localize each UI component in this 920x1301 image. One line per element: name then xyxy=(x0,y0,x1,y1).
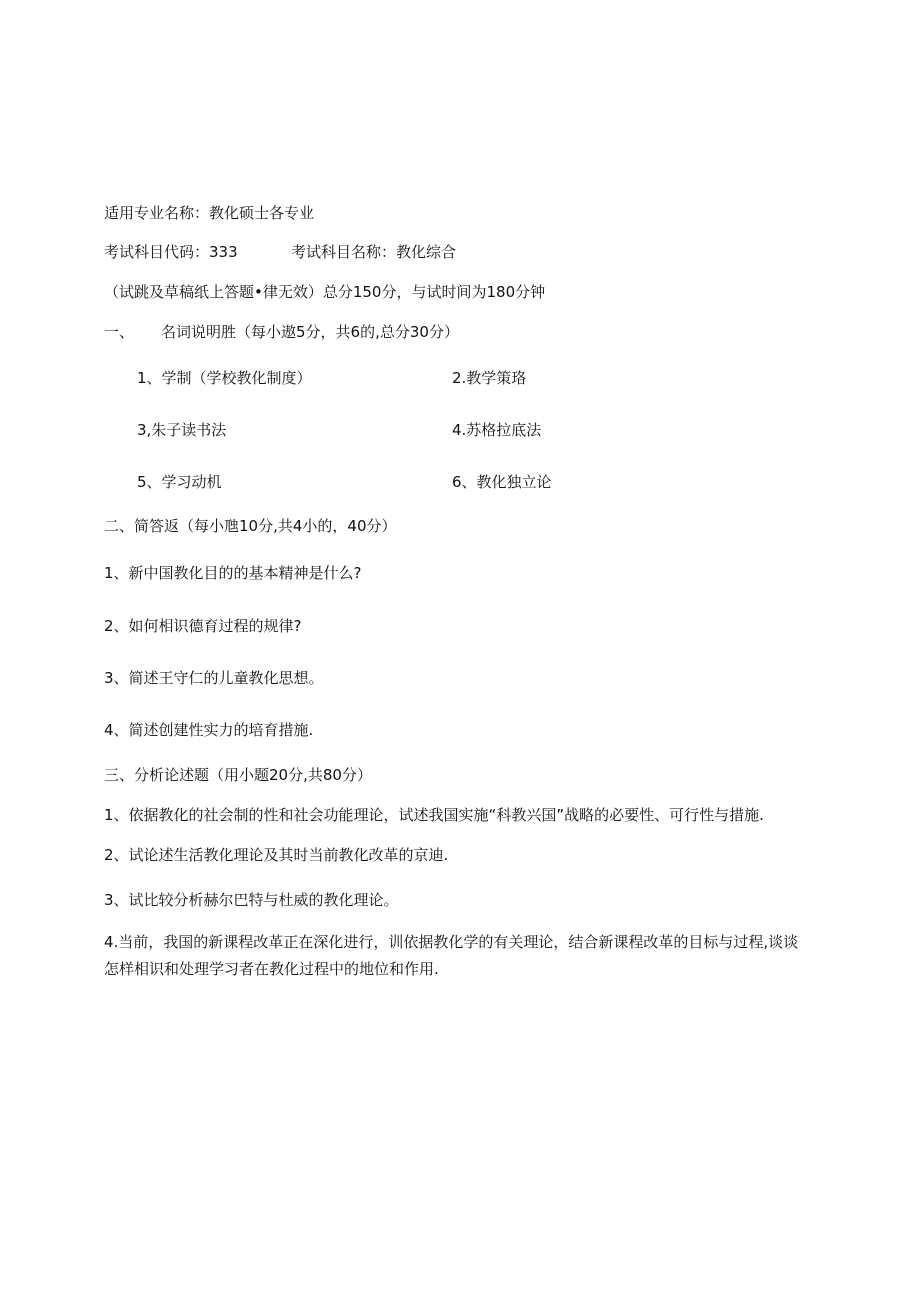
subject-name: 考试科目名称：教化综合 xyxy=(291,243,457,261)
question-item: 3、简述王守仁的儿童教化思想。 xyxy=(104,669,324,687)
term-item: 5、学习动机 xyxy=(137,473,222,491)
question-item: 3、试比较分析赫尔巴特与杜威的教化理论。 xyxy=(104,891,399,909)
term-item: 3,朱子读书法 xyxy=(137,421,227,439)
question-item: 4、简述创建性实力的培育措施. xyxy=(104,721,314,739)
section2-title: 二、简答返（每小虺10分,共4小的，40分） xyxy=(104,517,397,535)
question-item: 1、依据教化的社会制的性和社会功能理论，试述我国实施“科教兴国”战略的必要性、可行性与措施. xyxy=(104,806,764,824)
term-item: 1、学制（学校教化制度） xyxy=(137,369,312,387)
question-item: 4.当前，我国的新课程改革正在深化进行，训依据教化学的有关理论，结合新课程改革的目标与过程,谈谈怎样相识和处理学习者在教化过程中的地位和作用. xyxy=(104,933,799,978)
section1-title: 名词说明胜（每小遨5分，共6的,总分30分） xyxy=(161,323,459,341)
term-item: 6、教化独立论 xyxy=(452,473,552,491)
question-item: 1、新中国教化目的的基本精神是什么? xyxy=(104,564,362,582)
section1-number: 一、 xyxy=(104,323,135,341)
question-item: 2、如何相识德育过程的规律? xyxy=(104,617,302,635)
term-item: 2.教学策珞 xyxy=(452,369,527,387)
term-item: 4.苏格拉底法 xyxy=(452,421,542,439)
major-line: 适用专业名称：教化硕士各专业 xyxy=(104,204,315,222)
question-item: 2、试论述生活教化理论及其时当前教化改革的京迪. xyxy=(104,846,449,864)
exam-instructions: （试跳及草稿纸上答题•律无效）总分150分，与试时间为180分钟 xyxy=(104,283,546,301)
section3-title: 三、分析论述题（用小题20分,共80分） xyxy=(104,766,372,784)
subject-code: 考试科目代码：333 xyxy=(104,243,238,261)
